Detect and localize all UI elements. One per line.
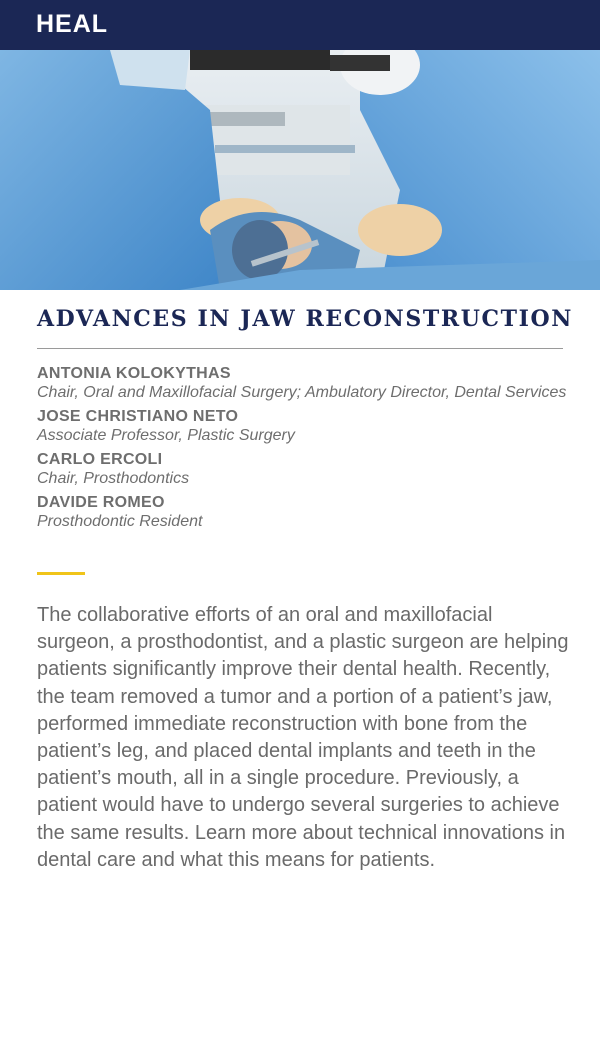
article-title: ADVANCES IN JAW RECONSTRUCTION [37, 306, 573, 332]
person-role: Chair, Prosthodontics [37, 470, 190, 487]
brand-title: HEAL [36, 10, 109, 38]
person-name: DAVIDE ROMEO [37, 494, 165, 511]
person-name: JOSE CHRISTIANO NETO [37, 408, 239, 425]
article-body: The collaborative efforts of an oral and maxillofacial surgeon, a prosthodontist, and a plastic surgeon are helping patients significantly improve their dental health. Recently, the team removed a tumor and a portion of a patient’s jaw, performed immediate reconstruction with bone from the patient’s leg, and placed dental implants and teeth in the patient’s mouth, all in a single procedure. Previously, a patient would have to undergo several surgeries to achieve the same results. Learn more about technical innovations in dental care and what this means for patients. [37, 604, 569, 871]
title-divider [37, 348, 563, 349]
list-item [37, 407, 577, 445]
list-item [37, 364, 577, 402]
person-role: Associate Professor, Plastic Surgery [37, 427, 295, 444]
person-role: Prosthodontic Resident [37, 513, 203, 530]
person-role: Chair, Oral and Maxillofacial Surgery; Ambulatory Director, Dental Services [37, 384, 567, 401]
surgery-photo-icon [0, 50, 600, 290]
contributors-list [37, 364, 577, 536]
hero-photo [0, 50, 600, 290]
person-name: CARLO ERCOLI [37, 451, 163, 468]
header-bar [0, 0, 600, 50]
list-item [37, 493, 577, 531]
person-name: ANTONIA KOLOKYTHAS [37, 365, 231, 382]
list-item [37, 450, 577, 488]
accent-divider [37, 572, 85, 575]
